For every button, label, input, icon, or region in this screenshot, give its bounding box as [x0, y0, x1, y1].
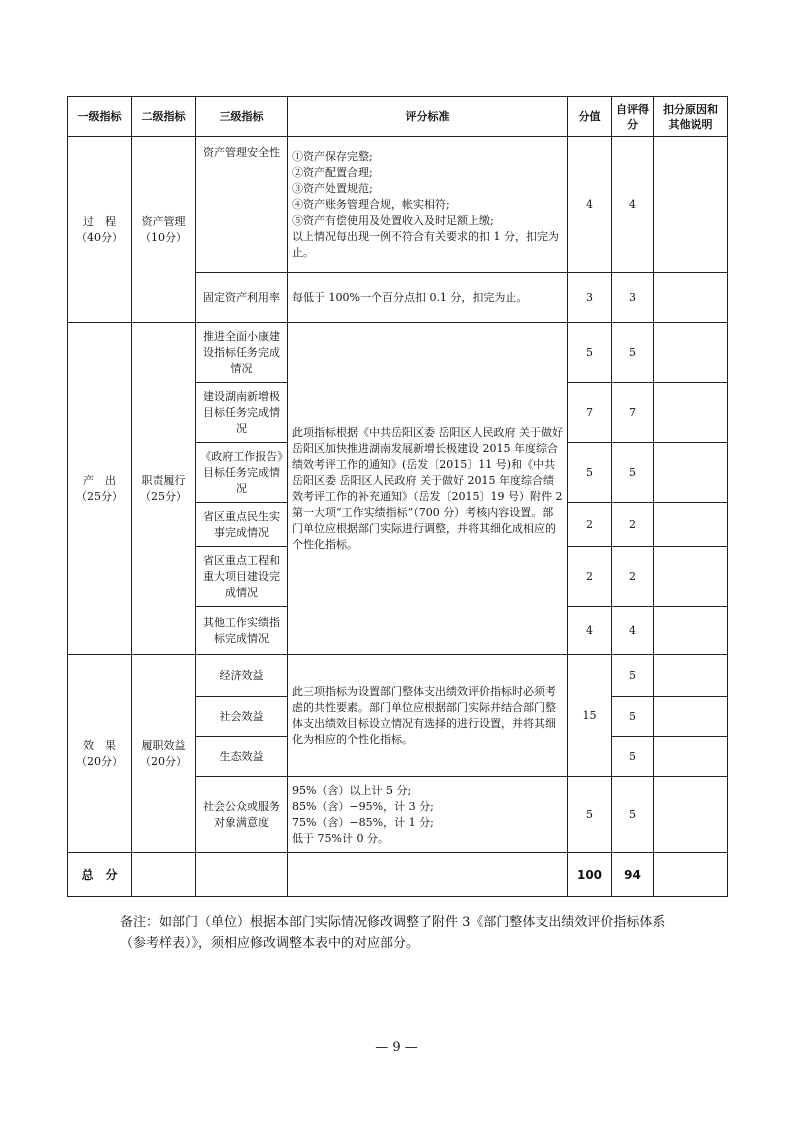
criteria-cell: 此三项指标为设置部门整体支出绩效评价指标时必须考虑的共性要素。部门单位应根据部门实际并结合部门整体支出绩效目标设立情况有选择的进行设置，并将其细化为相应的个性化指标。 [288, 655, 568, 777]
score-cell: 15 [568, 655, 612, 777]
level2-performance-benefit: 履职效益（20分） [132, 655, 196, 853]
level1-effect: 效 果（20分） [68, 655, 132, 853]
self-score-cell: 5 [612, 655, 654, 697]
remarks-cell [654, 137, 728, 273]
self-score-cell: 3 [612, 273, 654, 323]
remarks-cell [654, 655, 728, 697]
self-score-cell: 5 [612, 323, 654, 383]
remarks-cell [654, 777, 728, 853]
total-self-score: 94 [612, 853, 654, 897]
level3-cell: 建设湖南新增极目标任务完成情况 [196, 383, 288, 443]
score-cell: 4 [568, 137, 612, 273]
level3-cell: 省区重点民生实事完成情况 [196, 503, 288, 547]
criteria-line: ⑤资产有偿使用及处置收入及时足额上缴; [292, 213, 494, 227]
header-row [68, 97, 728, 137]
criteria-line: 85%（含）−95%，计 3 分; [292, 799, 434, 813]
level3-cell: 生态效益 [196, 737, 288, 777]
self-score-cell: 5 [612, 737, 654, 777]
remarks-cell [654, 503, 728, 547]
remarks-cell [654, 273, 728, 323]
criteria-line: ④资产账务管理合规，帐实相符; [292, 197, 450, 211]
total-score: 100 [568, 853, 612, 897]
header-level2: 二级指标 [132, 97, 196, 137]
level3-cell: 《政府工作报告》目标任务完成情况 [196, 443, 288, 503]
table-row [68, 323, 728, 383]
level1-process: 过 程（40分） [68, 137, 132, 323]
header-score: 分值 [568, 97, 612, 137]
criteria-line: 95%（含）以上计 5 分; [292, 783, 412, 797]
table-row [68, 655, 728, 697]
criteria-line: 75%（含）−85%，计 1 分; [292, 815, 434, 829]
criteria-line: 低于 75%计 0 分。 [292, 831, 389, 845]
remarks-cell [654, 697, 728, 737]
total-label: 总 分 [68, 853, 132, 897]
level3-cell: 省区重点工程和重大项目建设完成情况 [196, 547, 288, 607]
self-score-cell: 2 [612, 503, 654, 547]
remarks-cell [654, 383, 728, 443]
level3-cell: 资产管理安全性 [196, 137, 288, 273]
score-cell: 4 [568, 607, 612, 655]
self-score-cell: 4 [612, 607, 654, 655]
score-cell: 5 [568, 443, 612, 503]
score-cell: 2 [568, 547, 612, 607]
self-score-cell: 2 [612, 547, 654, 607]
self-score-cell: 7 [612, 383, 654, 443]
score-cell: 7 [568, 383, 612, 443]
score-cell: 5 [568, 323, 612, 383]
score-cell: 2 [568, 503, 612, 547]
self-score-cell: 5 [612, 697, 654, 737]
header-level3: 三级指标 [196, 97, 288, 137]
level2-duty-fulfillment: 职责履行（25分） [132, 323, 196, 655]
self-score-cell: 4 [612, 137, 654, 273]
level3-cell: 经济效益 [196, 655, 288, 697]
header-self-score: 自评得分 [612, 97, 654, 137]
criteria-cell: 每低于 100%一个百分点扣 0.1 分，扣完为止。 [288, 273, 568, 323]
remarks-cell [654, 323, 728, 383]
criteria-cell: 此项指标根据《中共岳阳区委 岳阳区人民政府 关于做好岳阳区加快推进湖南发展新增长极建设 2015 年度综合绩效考评工作的通知》(岳发〔2015〕11 号)和《中共岳阳区委 岳阳区人民政府 关于做好 2015 年度综合绩效考评工作的补充通知》（岳发〔2015〕19 号）附件 2 第一大项“工作实绩指标”（700 分）考核内容设置。部门单位应根据部门实际进行调整，并将其细化成相应的个性化指标。 [288, 323, 568, 655]
criteria-line: ③资产处置规范; [292, 181, 373, 195]
criteria-line: 以上情况每出现一例不符合有关要求的扣 1 分，扣完为止。 [292, 229, 559, 259]
empty-cell [288, 853, 568, 897]
evaluation-table [67, 96, 728, 897]
remarks-cell [654, 443, 728, 503]
total-row [68, 853, 728, 897]
page-number: — 9 — [375, 1040, 418, 1055]
score-cell: 3 [568, 273, 612, 323]
footnote: 备注：如部门（单位）根据本部门实际情况修改调整了附件 3《部门整体支出绩效评价指标体系（参考样表）》，须相应修改调整本表中的对应部分。 [120, 915, 666, 951]
criteria-cell [288, 777, 568, 853]
criteria-cell [288, 137, 568, 273]
level1-output: 产 出（25分） [68, 323, 132, 655]
self-score-cell: 5 [612, 443, 654, 503]
remarks-cell [654, 607, 728, 655]
criteria-line: ①资产保存完整; [292, 149, 373, 163]
level3-cell: 其他工作实绩指标完成情况 [196, 607, 288, 655]
empty-cell [196, 853, 288, 897]
table-row [68, 137, 728, 273]
header-remarks: 扣分原因和其他说明 [654, 97, 728, 137]
remarks-cell [654, 547, 728, 607]
level3-cell: 社会公众或服务对象满意度 [196, 777, 288, 853]
header-criteria: 评分标准 [288, 97, 568, 137]
level3-cell: 社会效益 [196, 697, 288, 737]
header-level1: 一级指标 [68, 97, 132, 137]
self-score-cell: 5 [612, 777, 654, 853]
score-cell: 5 [568, 777, 612, 853]
empty-cell [132, 853, 196, 897]
criteria-line: ②资产配置合理; [292, 165, 373, 179]
remarks-cell [654, 737, 728, 777]
level3-cell: 推进全面小康建设指标任务完成情况 [196, 323, 288, 383]
remarks-cell [654, 853, 728, 897]
level2-asset-management: 资产管理（10分） [132, 137, 196, 323]
level3-cell: 固定资产利用率 [196, 273, 288, 323]
